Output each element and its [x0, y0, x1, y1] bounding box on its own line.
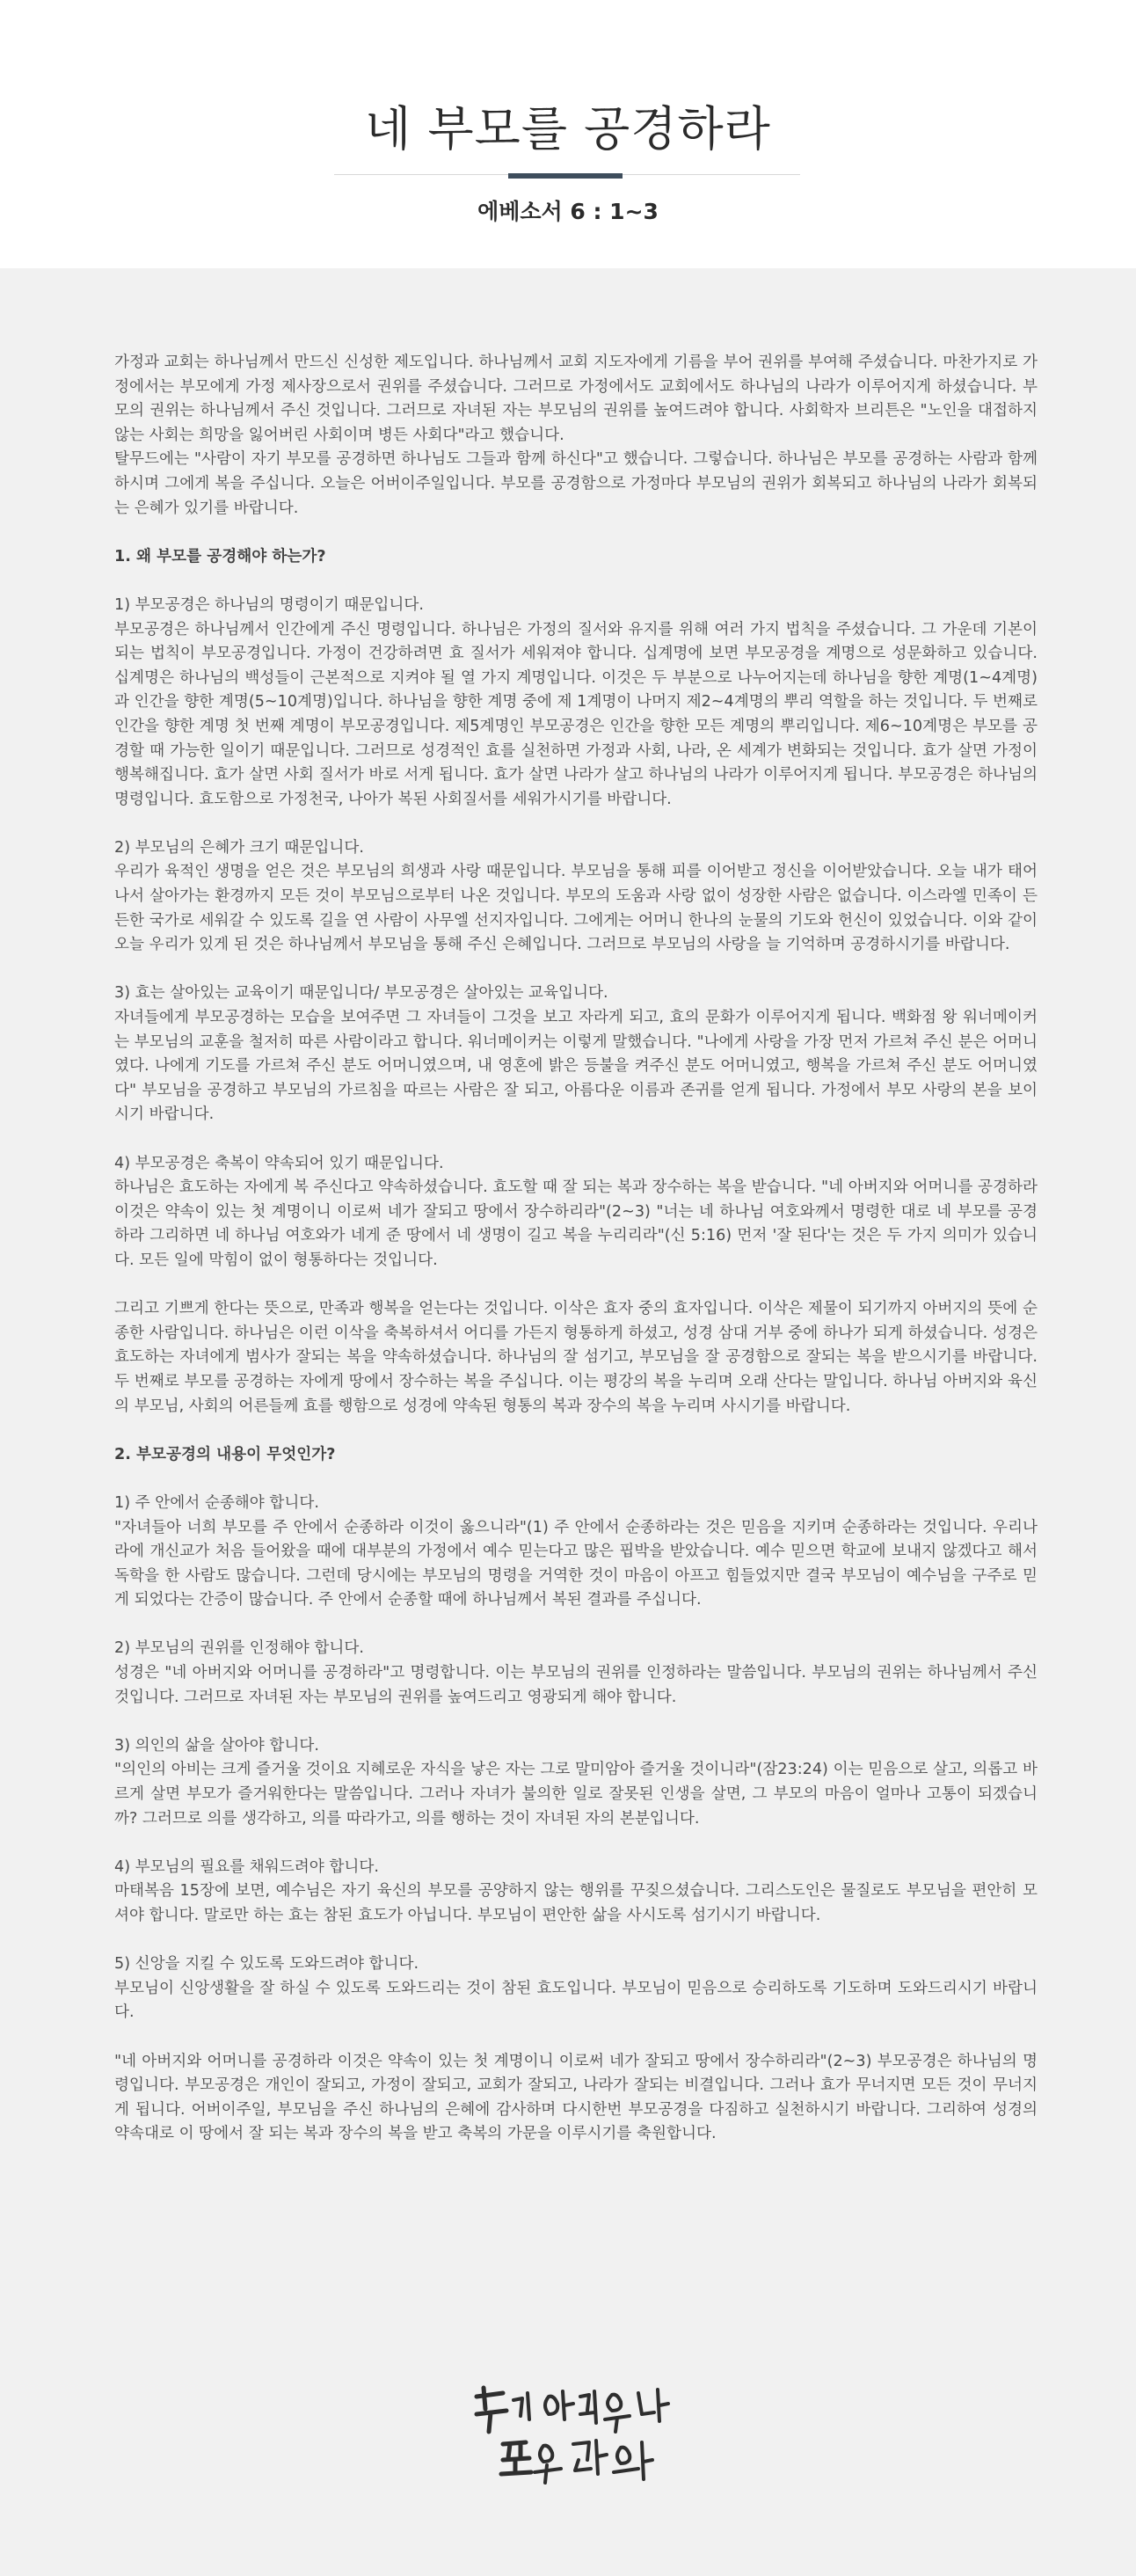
closing-paragraph: "네 아버지와 어머니를 공경하라 이것은 약속이 있는 첫 계명이니 이로써 네가 잘되고 땅에서 장수하리라"(2~3) 부모공경은 하나님의 명령입니다. 부모공경은 개인이 잘되고, 가정이 잘되고, 교회가 잘되고, 나라가 잘되는 비결입니다. 그러나 효가 무너지면 모든 것이 무너지게 됩니다. 어버이주일, 부모님을 주신 하나님의 은혜에 감사하며 다시한번 부모공경을 다짐하고 실천하시기 바랍니다. 그리하여 성경의 약속대로 이 땅에서 잘 되는 복과 장수의 복을 받고 축복의 가문을 이루시기를 축원합니다. — [114, 2052, 1038, 2143]
point-paragraph: 부모공경은 하나님께서 인간에게 주신 명령입니다. 하나님은 가정의 질서와 유지를 위해 여러 가지 법칙을 주셨습니다. 그 가운데 기본이 되는 법칙이 부모공경입니다. 가정이 건강하려면 효 질서가 세워져야 합니다. 십계명에 보면 부모공경을 계명으로 성문화하고 있습니다. 십계명은 하나님의 백성들이 근본적으로 지켜야 될 열 가지 계명입니다. 이것은 두 부분으로 나누어지는데 하나님을 향한 계명(1~4계명)과 인간을 향한 계명(5~10계명)입니다. 하나님을 향한 계명 중에 제 1계명이 나머지 제2~4계명의 뿌리 역할을 하는 것입니다. 두 번째로 인간을 향한 계명 첫 번째 계명이 부모공경입니다. 제5계명인 부모공경은 인간을 향한 모든 계명의 뿌리입니다. 제6~10계명은 부모를 공경할 때 가능한 일이기 때문입니다. 그러므로 성경적인 효를 실천하면 가정과 사회, 나라, 온 세계가 변화되는 것입니다. 효가 살면 가정이 행복해집니다. 효가 살면 사회 질서가 바로 서게 됩니다. 효가 살면 나라가 살고 하나님의 나라가 이루어지게 됩니다. 부모공경은 하나님의 명령입니다. 효도함으로 가정천국, 나아가 복된 사회질서를 세워가시기를 바랍니다. — [114, 620, 1038, 808]
point-title: 2) 부모님의 은혜가 크기 때문입니다. — [114, 838, 364, 857]
point-title: 5) 신앙을 지킬 수 있도록 도와드려야 합니다. — [114, 1955, 419, 1974]
point-title: 3) 의인의 삶을 살아야 합니다. — [114, 1736, 319, 1755]
page-title: 네 부모를 공경하라 — [365, 101, 771, 157]
point-paragraph: "자녀들아 너희 부모를 주 안에서 순종하라 이것이 옳으니라"(1) 주 안에서 순종하라는 것은 믿음을 지키며 순종하라는 것입니다. 우리나라에 개신교가 처음 들어왔을 때에 대부분의 가정에서 예수 믿는다고 많은 핍박을 받았습니다. 예수 믿으면 학교에 보내지 않겠다고 해서 독학을 한 사람도 많습니다. 그런데 당시에는 부모님의 명령을 거역한 것이 마음이 아프고 힘들었지만 결국 부모님이 예수님을 구주로 믿게 되었다는 간증이 많습니다. 주 안에서 순종할 때에 하나님께서 복된 결과를 주십니다. — [114, 1518, 1038, 1609]
point-title: 1) 부모공경은 하나님의 명령이기 때문입니다. — [114, 595, 424, 614]
point-paragraph: 자녀들에게 부모공경하는 모습을 보여주면 그 자녀들이 그것을 보고 자라게 되고, 효의 문화가 이루어지게 됩니다. 백화점 왕 워너메이커는 부모님의 교훈을 철저히 따른 사람이라고 합니다. 워너메이커는 이렇게 말했습니다. "나에게 사랑을 가장 먼저 가르쳐 주신 분은 어머니였다. 나에게 기도를 가르쳐 주신 분도 어머니였으며, 내 영혼에 밝은 등불을 켜주신 분도 어머니였고, 행복을 가르쳐 주신 분도 어머니였다" 부모님을 공경하고 부모님의 가르침을 따르는 사람은 잘 되고, 아름다운 이름과 존귀를 얻게 됩니다. 가정에서 부모 사랑의 본을 보이시기 바랍니다. — [114, 1009, 1038, 1124]
section-heading: 1. 왜 부모를 공경해야 하는가? — [114, 547, 326, 566]
point-paragraph: 그리고 기쁘게 한다는 뜻으로, 만족과 행복을 얻는다는 것입니다. 이삭은 효자 중의 효자입니다. 이삭은 제물이 되기까지 아버지의 뜻에 순종한 사람입니다. 하나님은 이런 이삭을 축복하셔서 어디를 가든지 형통하게 하셨고, 성경 삼대 거부 중에 하나가 되게 하셨습니다. 성경은 효도하는 자녀에게 범사가 잘되는 복을 약속하셨습니다. 하나님의 잘 섬기고, 부모님을 잘 공경함으로 잘되는 복을 받으시기를 바랍니다. 두 번째로 부모를 공경하는 자에게 땅에서 장수하는 복을 주십니다. 이는 평강의 복을 누리며 오래 산다는 말입니다. 하나님 아버지와 육신의 부모님, 사회의 어른들께 효를 행함으로 성경에 약속된 형통의 복과 장수의 복을 누리며 사시기를 바랍니다. — [114, 1300, 1038, 1415]
point-paragraph: "의인의 아비는 크게 즐거울 것이요 지혜로운 자식을 낳은 자는 그로 말미암아 즐거울 것이니라"(잠23:24) 이는 믿음으로 살고, 의롭고 바르게 살면 부모가 즐거워한다는 말씀입니다. 그러나 자녀가 불의한 일로 잘못된 인생을 살면, 그 부모의 마음이 얼마나 고통이 되겠습니까? 그러므로 의를 생각하고, 의를 따라가고, 의를 행하는 것이 자녀된 자의 본분입니다. — [114, 1761, 1038, 1828]
point-title: 3) 효는 살아있는 교육이기 때문입니다/ 부모공경은 살아있는 교육입니다. — [114, 984, 608, 1003]
point-title: 2) 부모님의 권위를 인정해야 합니다. — [114, 1639, 364, 1658]
point-paragraph: 우리가 육적인 생명을 얻은 것은 부모님의 희생과 사랑 때문입니다. 부모님을 통해 피를 이어받고 정신을 이어받았습니다. 오늘 내가 태어나서 살아가는 환경까지 모든 것이 부모님으로부터 나온 것입니다. 부모의 도움과 사랑 없이 성장한 사람은 없습니다. 이스라엘 민족이 든든한 국가로 세워갈 수 있도록 길을 연 사람이 사무엘 선지자입니다. 그에게는 어머니 한나의 눈물의 기도와 헌신이 있었습니다. 이와 같이 오늘 우리가 있게 된 것은 하나님께서 부모님을 통해 주신 은혜입니다. 그러므로 부모님의 사랑을 늘 기억하며 공경하시기를 바랍니다. — [114, 863, 1038, 954]
sermon-body — [0, 268, 1136, 2576]
point-title: 4) 부모공경은 축복이 약속되어 있기 때문입니다. — [114, 1154, 444, 1172]
sermon-text — [114, 351, 1038, 2147]
intro-paragraph: 가정과 교회는 하나님께서 만드신 신성한 제도입니다. 하나님께서 교회 지도자에게 기름을 부어 권위를 부여해 주셨습니다. 마찬가지로 가정에서는 부모에게 가정 제사장으로서 권위를 주셨습니다. 그러므로 가정에서도 교회에서도 하나님의 나라가 이루어지게 하셨습니다. 부모의 권위는 하나님께서 주신 것입니다. 그러므로 자녀된 자는 부모님의 권위를 높여드려야 합니다. 사회학자 브리튼은 "노인을 대접하지 않는 사회는 희망을 잃어버린 사회이며 병든 사회다"라고 했습니다. — [114, 354, 1038, 444]
intro-paragraph: 탈무드에는 "사람이 자기 부모를 공경하면 하나님도 그들과 함께 하신다"고 했습니다. 그렇습니다. 하나님은 부모를 공경하는 사람과 함께 하시며 그에게 복을 주십니다. 오늘은 어버이주일입니다. 부모를 공경함으로 가정마다 부모님의 권위가 회복되고 하나님의 나라가 회복되는 은혜가 있기를 바랍니다. — [114, 450, 1038, 517]
sermon-header — [0, 0, 1136, 268]
church-signature-logo — [457, 2370, 686, 2493]
point-title: 1) 주 안에서 순종해야 합니다. — [114, 1493, 319, 1512]
point-paragraph: 성경은 "네 아버지와 어머니를 공경하라"고 명령합니다. 이는 부모님의 권위를 인정하라는 말씀입니다. 부모님의 권위는 하나님께서 주신 것입니다. 그러므로 자녀된 자는 부모님의 권위를 높여드리고 영광되게 해야 합니다. — [114, 1664, 1038, 1706]
point-paragraph: 부모님이 신앙생활을 잘 하실 수 있도록 도와드리는 것이 참된 효도입니다. 부모님이 믿음으로 승리하도록 기도하며 도와드리시기 바랍니다. — [114, 1979, 1038, 2022]
title-accent-bar — [508, 173, 623, 179]
point-paragraph: 마태복음 15장에 보면, 예수님은 자기 육신의 부모를 공양하지 않는 행위를 꾸짖으셨습니다. 그리스도인은 물질로도 부모님을 편안히 모셔야 합니다. 말로만 하는 효는 참된 효도가 아닙니다. 부모님이 편안한 삶을 사시도록 섬기시기 바랍니다. — [114, 1882, 1038, 1924]
point-paragraph: 하나님은 효도하는 자에게 복 주신다고 약속하셨습니다. 효도할 때 잘 되는 복과 장수하는 복을 받습니다. "네 아버지와 어머니를 공경하라 이것은 약속이 있는 첫 계명이니 이로써 네가 잘되고 땅에서 장수하리라"(2~3) "너는 네 하나님 여호와께서 명령한 대로 네 부모를 공경하라 그리하면 네 하나님 여호와가 네게 준 땅에서 네 생명이 길고 복을 누리리라"(신 5:16) 먼저 '잘 된다'는 것은 두 가지 의미가 있습니다. 모든 일에 막힘이 없이 형통하다는 것입니다. — [114, 1179, 1038, 1269]
point-title: 4) 부모님의 필요를 채워드려야 합니다. — [114, 1857, 379, 1876]
scripture-reference: 에베소서 6 : 1~3 — [477, 199, 659, 224]
section-heading: 2. 부모공경의 내용이 무엇인가? — [114, 1445, 336, 1463]
